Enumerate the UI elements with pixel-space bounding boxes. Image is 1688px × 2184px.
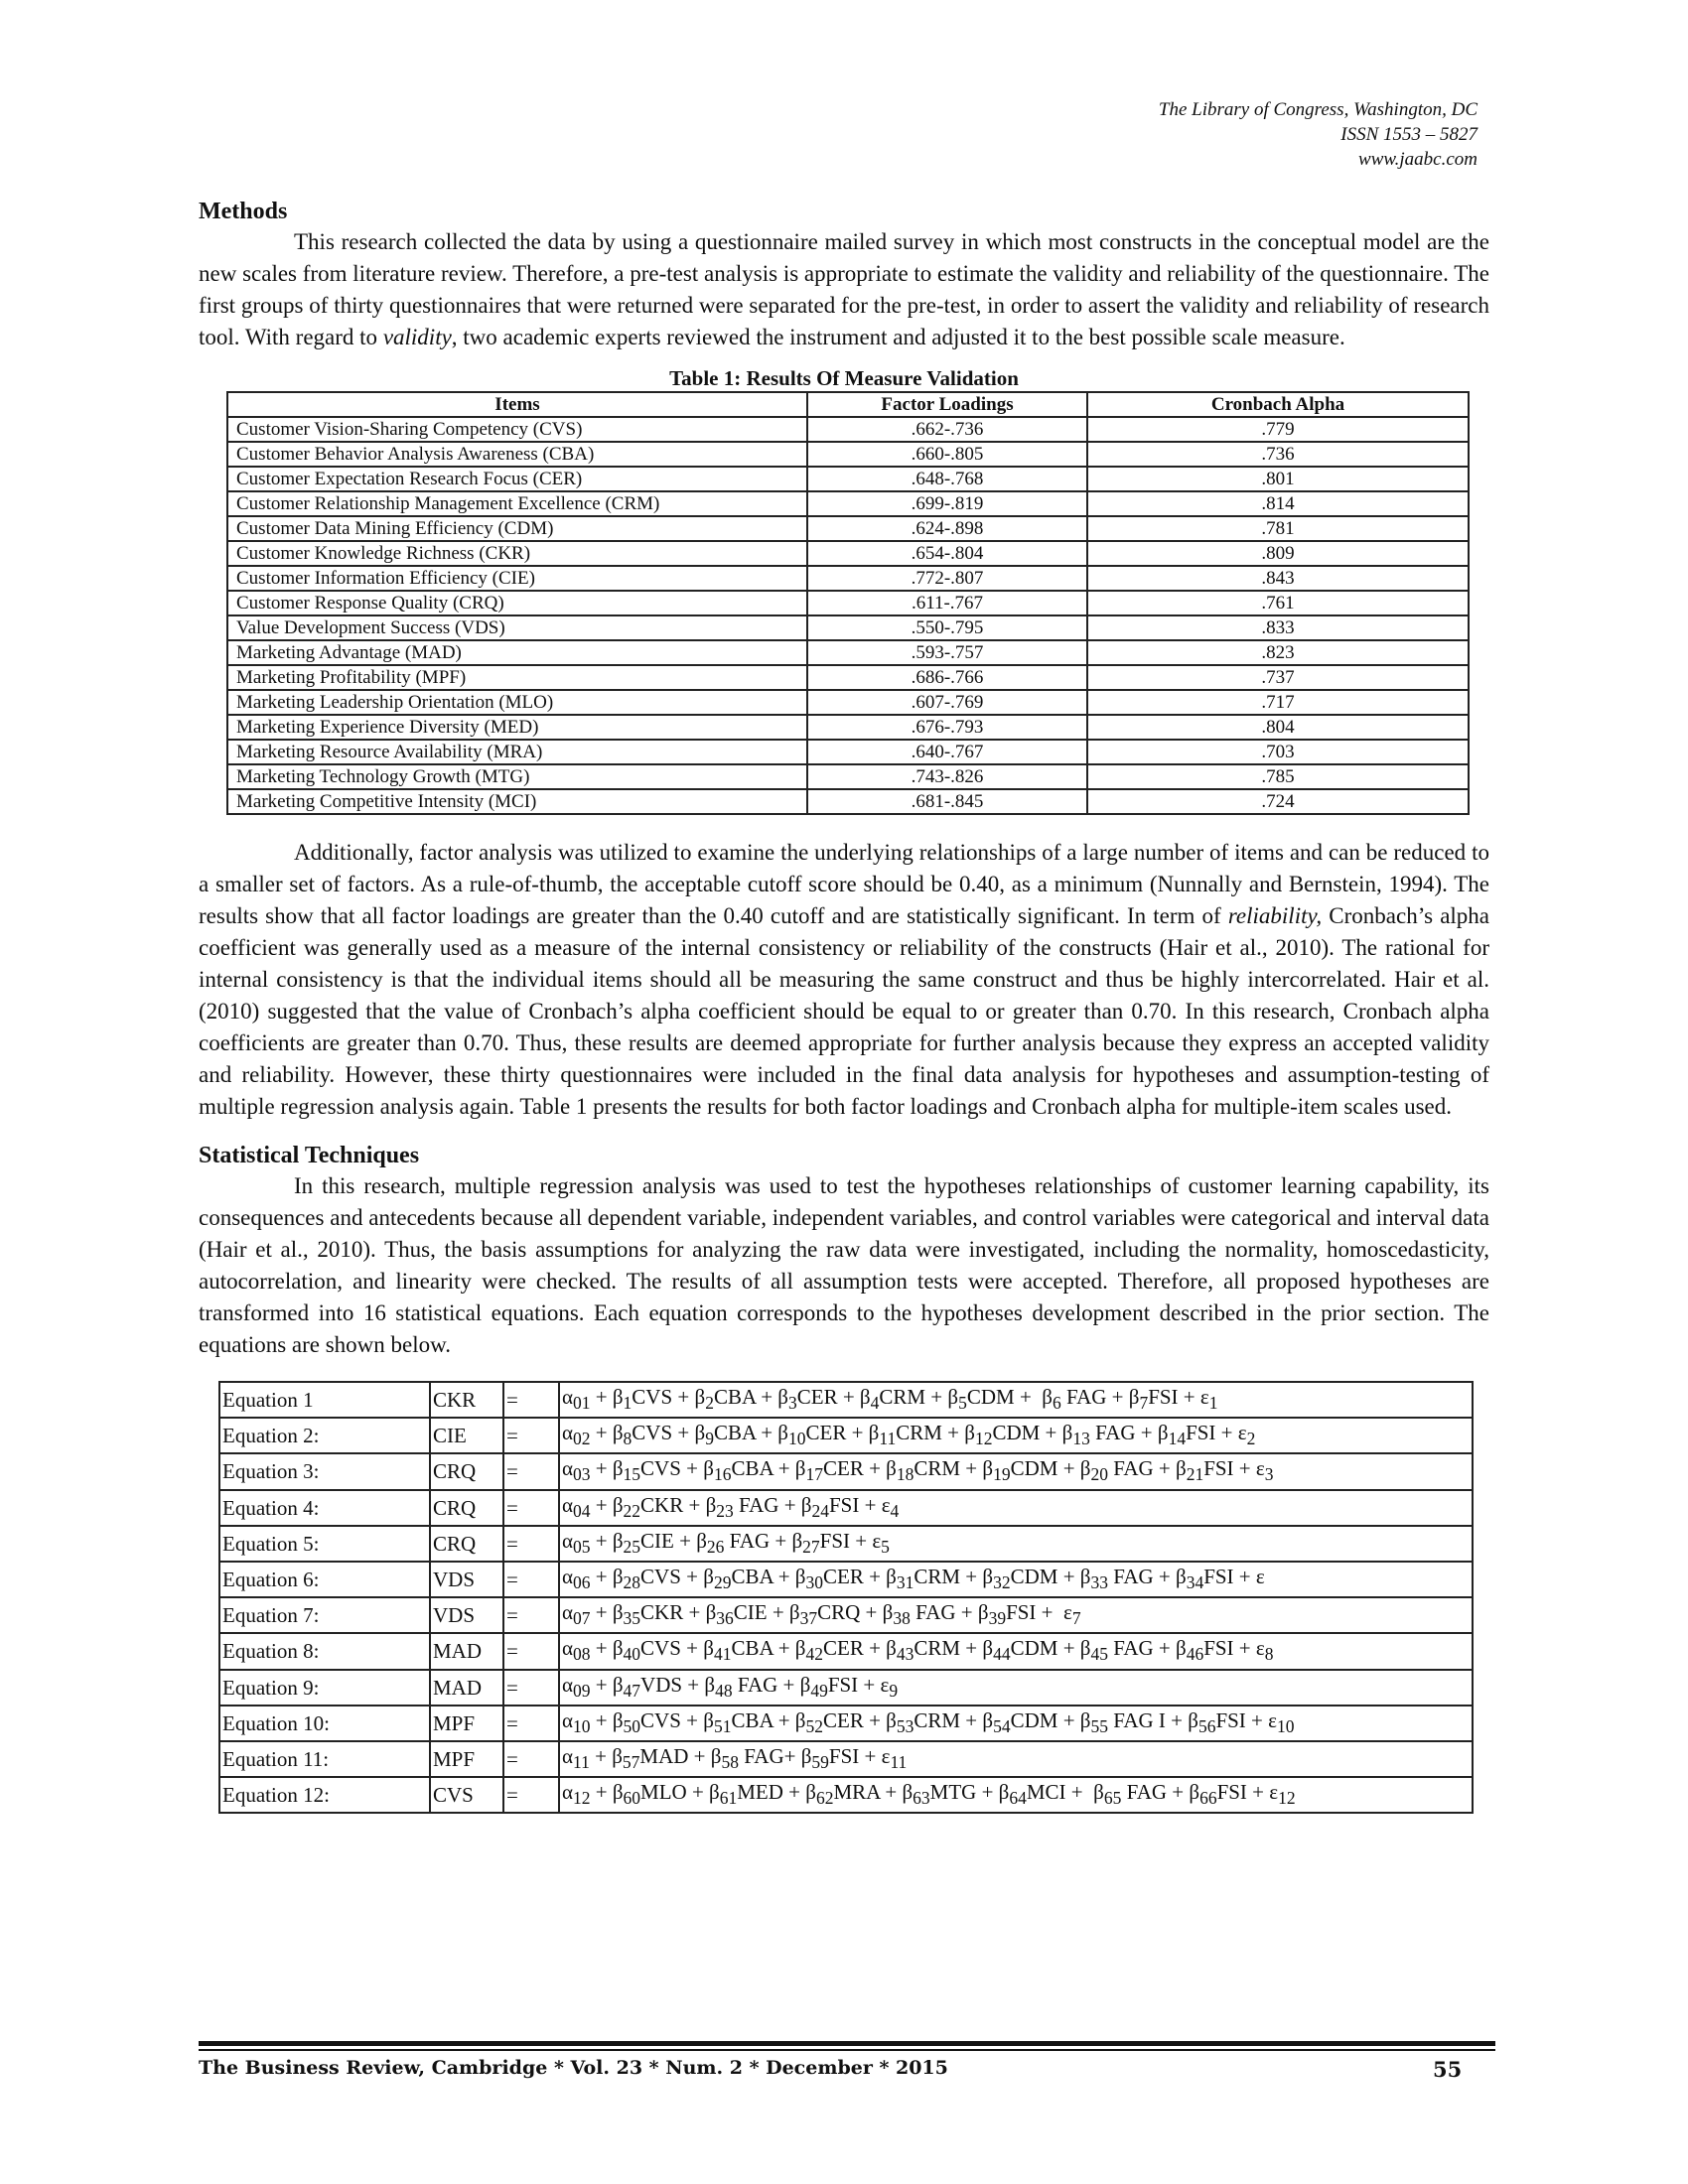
item-cell: Customer Information Efficiency (CIE) — [227, 566, 807, 591]
footer-rule-thin — [199, 2049, 1495, 2051]
equation-name: Equation 1 — [219, 1382, 430, 1418]
factor-loadings-cell: .654-.804 — [807, 541, 1087, 566]
cronbach-alpha-cell: .724 — [1087, 789, 1469, 814]
factor-loadings-cell: .640-.767 — [807, 740, 1087, 764]
equation-rhs: $\alpha_{10} + \beta_{50}CVS + \beta_{51}CBA + \beta_{52}CER + \beta_{53}CRM + \beta_{54}CDM + \beta_{55}$ FAG $I + \beta_{56}FSI + \varepsilon_{10}$ — [559, 1706, 1473, 1741]
item-cell: Marketing Experience Diversity (MED) — [227, 715, 807, 740]
footer-journal: The Business Review, Cambridge * Vol. 23 * Num. 2 * December * 2015 — [199, 2057, 948, 2079]
factor-loadings-cell: .611-.767 — [807, 591, 1087, 615]
equation-row — [219, 1670, 1473, 1706]
item-cell: Customer Data Mining Efficiency (CDM) — [227, 516, 807, 541]
factor-loadings-cell: .662-.736 — [807, 417, 1087, 442]
factor-loadings-cell: .699-.819 — [807, 491, 1087, 516]
equation-equals-sign: = — [503, 1526, 559, 1562]
table-row — [227, 591, 1469, 615]
methods-paragraph-2: Additionally, factor analysis was utilized to examine the underlying relationships of a large number of items and can be reduced to a smaller set of factors. As a rule-of-thumb, the acceptable cutoff score should be 0.40, as a minimum (Nunnally and Bernstein, 1994). The results show that all factor loadings are greater than the 0.40 cutoff and are statistically significant. In term of reliability, Cronbach’s alpha coefficient was generally used as a measure of the internal consistency or reliability of the constructs (Hair et al., 2010). The rational for internal consistency is that the individual items should all be measuring the same construct and thus be highly intercorrelated. Hair et al. (2010) suggested that the value of Cronbach’s alpha coefficient should be equal to or greater than 0.70. In this research, Cronbach alpha coefficients are greater than 0.70. Thus, these results are deemed appropriate for further analysis because they express an accepted validity and reliability. However, these thirty questionnaires were included in the final data analysis for hypotheses and assumption-testing of multiple regression analysis again. Table 1 presents the results for both factor loadings and Cronbach alpha for multiple-item scales used. — [199, 840, 1489, 1119]
equations-table — [218, 1381, 1474, 1814]
equation-equals-sign: = — [503, 1597, 559, 1633]
factor-loadings-cell: .624-.898 — [807, 516, 1087, 541]
item-cell: Marketing Technology Growth (MTG) — [227, 764, 807, 789]
equation-name: Equation 12: — [219, 1777, 430, 1813]
equation-dependent-variable: CIE — [430, 1418, 503, 1453]
cronbach-alpha-cell: .785 — [1087, 764, 1469, 789]
equation-row — [219, 1777, 1473, 1813]
equation-rhs: $\alpha_{01} + \beta_1CVS + \beta_2CBA + \beta_3CER + \beta_4CRM + \beta_5CDM + \beta_6$ FAG + $\beta_7FSI + \varepsilon_1$ — [559, 1382, 1473, 1418]
table-row — [227, 740, 1469, 764]
factor-loadings-cell: .607-.769 — [807, 690, 1087, 715]
equation-row — [219, 1526, 1473, 1562]
item-cell: Marketing Competitive Intensity (MCI) — [227, 789, 807, 814]
table-row — [227, 442, 1469, 467]
cronbach-alpha-cell: .717 — [1087, 690, 1469, 715]
equation-name: Equation 2: — [219, 1418, 430, 1453]
equation-row — [219, 1597, 1473, 1633]
equation-row — [219, 1706, 1473, 1741]
methods-paragraph-1: This research collected the data by using a questionnaire mailed survey in which most constructs in the conceptual model are the new scales from literature review. Therefore, a pre-test analysis is appropriate to estimate the validity and reliability of the questionnaire. The first groups of thirty questionnaires that were returned were separated for the pre-test, in order to assert the validity and reliability of research tool. With regard to validity, two academic experts reviewed the instrument and adjusted it to the best possible scale measure. — [199, 229, 1489, 349]
equation-row — [219, 1562, 1473, 1597]
equation-dependent-variable: CRQ — [430, 1453, 503, 1489]
footer-rule-thick — [199, 2041, 1495, 2046]
equation-name: Equation 4: — [219, 1490, 430, 1526]
cronbach-alpha-cell: .809 — [1087, 541, 1469, 566]
factor-loadings-cell: .686-.766 — [807, 665, 1087, 690]
equation-equals-sign: = — [503, 1633, 559, 1669]
equation-rhs: $\alpha_{08} + \beta_{40}CVS + \beta_{41}CBA + \beta_{42}CER + \beta_{43}CRM + \beta_{44}CDM + \beta_{45}$ FAG + $\beta_{46}FSI + \varepsilon_8$ — [559, 1633, 1473, 1669]
page-number: 55 — [1433, 2057, 1463, 2082]
factor-loadings-cell: .676-.793 — [807, 715, 1087, 740]
equation-dependent-variable: CVS — [430, 1777, 503, 1813]
header-line-2: ISSN 1553 – 5827 — [1340, 124, 1477, 145]
item-cell: Marketing Advantage (MAD) — [227, 640, 807, 665]
equation-name: Equation 9: — [219, 1670, 430, 1706]
equation-rhs: $\alpha_{12} + \beta_{60}MLO + \beta_{61}MED + \beta_{62}MRA + \beta_{63}MTG + \beta_{64}MCI + \beta_{65}$ FAG + $\beta_{66}FSI + \varepsilon_{12}$ — [559, 1777, 1473, 1813]
equation-equals-sign: = — [503, 1382, 559, 1418]
equation-dependent-variable: CRQ — [430, 1526, 503, 1562]
equation-name: Equation 6: — [219, 1562, 430, 1597]
factor-loadings-cell: .772-.807 — [807, 566, 1087, 591]
equation-name: Equation 11: — [219, 1741, 430, 1777]
item-cell: Marketing Leadership Orientation (MLO) — [227, 690, 807, 715]
equation-dependent-variable: MPF — [430, 1706, 503, 1741]
equation-equals-sign: = — [503, 1741, 559, 1777]
factor-loadings-cell: .550-.795 — [807, 615, 1087, 640]
table-row — [227, 665, 1469, 690]
item-cell: Marketing Profitability (MPF) — [227, 665, 807, 690]
item-cell: Customer Behavior Analysis Awareness (CBA) — [227, 442, 807, 467]
table-row — [227, 541, 1469, 566]
factor-loadings-cell: .660-.805 — [807, 442, 1087, 467]
table-header-2: Cronbach Alpha — [1087, 392, 1469, 417]
table-row — [227, 789, 1469, 814]
table-header-0: Items — [227, 392, 807, 417]
equation-name: Equation 3: — [219, 1453, 430, 1489]
table-1-caption: Table 1: Results Of Measure Validation — [669, 366, 1019, 390]
equation-equals-sign: = — [503, 1670, 559, 1706]
cronbach-alpha-cell: .814 — [1087, 491, 1469, 516]
table-header-1: Factor Loadings — [807, 392, 1087, 417]
item-cell: Customer Vision-Sharing Competency (CVS) — [227, 417, 807, 442]
header-line-1: The Library of Congress, Washington, DC — [1158, 99, 1477, 120]
table-row — [227, 491, 1469, 516]
cronbach-alpha-cell: .703 — [1087, 740, 1469, 764]
equation-name: Equation 5: — [219, 1526, 430, 1562]
cronbach-alpha-cell: .804 — [1087, 715, 1469, 740]
table-row — [227, 467, 1469, 491]
cronbach-alpha-cell: .843 — [1087, 566, 1469, 591]
table-row — [227, 690, 1469, 715]
equation-rhs: $\alpha_{02} + \beta_8CVS + \beta_9CBA + \beta_{10}CER + \beta_{11}CRM + \beta_{12}CDM + \beta_{13}$ FAG + $\beta_{14}FSI + \varepsilon_2$ — [559, 1418, 1473, 1453]
equation-rhs: $\alpha_{09} + \beta_{47}VDS + \beta_{48}$ FAG + $\beta_{49}FSI + \varepsilon_9$ — [559, 1670, 1473, 1706]
equation-equals-sign: = — [503, 1418, 559, 1453]
table-row — [227, 516, 1469, 541]
running-header — [1159, 97, 1477, 172]
equation-dependent-variable: MAD — [430, 1670, 503, 1706]
factor-loadings-cell: .593-.757 — [807, 640, 1087, 665]
equation-dependent-variable: MPF — [430, 1741, 503, 1777]
equation-row — [219, 1382, 1473, 1418]
equation-row — [219, 1453, 1473, 1489]
cronbach-alpha-cell: .761 — [1087, 591, 1469, 615]
factor-loadings-cell: .743-.826 — [807, 764, 1087, 789]
equation-rhs: $\alpha_{07} + \beta_{35}CKR + \beta_{36}CIE + \beta_{37}CRQ + \beta_{38}$ FAG + $\beta_{39}FSI + \varepsilon_7$ — [559, 1597, 1473, 1633]
equation-equals-sign: = — [503, 1777, 559, 1813]
equation-rhs: $\alpha_{04} + \beta_{22}CKR + \beta_{23}$ FAG + $\beta_{24}FSI + \varepsilon_4$ — [559, 1490, 1473, 1526]
table-row — [227, 640, 1469, 665]
methods-heading: Methods — [199, 199, 288, 224]
equation-rhs: $\alpha_{11} + \beta_{57}MAD + \beta_{58}$ $FAG+ \beta_{59}FSI + \varepsilon_{11}$ — [559, 1741, 1473, 1777]
equation-rhs: $\alpha_{06} + \beta_{28}CVS + \beta_{29}CBA + \beta_{30}CER + \beta_{31}CRM + \beta_{32}CDM + \beta_{33}$ FAG + $\beta_{34}FSI + \varepsilon$ — [559, 1562, 1473, 1597]
factor-loadings-cell: .681-.845 — [807, 789, 1087, 814]
equation-rhs: $\alpha_{03} + \beta_{15}CVS + \beta_{16}CBA + \beta_{17}CER + \beta_{18}CRM + \beta_{19}CDM + \beta_{20}$ FAG + $\beta_{21}FSI + \varepsilon_3$ — [559, 1453, 1473, 1489]
equation-row — [219, 1633, 1473, 1669]
factor-loadings-cell: .648-.768 — [807, 467, 1087, 491]
cronbach-alpha-cell: .781 — [1087, 516, 1469, 541]
equation-equals-sign: = — [503, 1706, 559, 1741]
header-line-3: www.jaabc.com — [1358, 149, 1477, 170]
page-content — [199, 197, 1489, 1814]
item-cell: Customer Expectation Research Focus (CER) — [227, 467, 807, 491]
equation-row — [219, 1490, 1473, 1526]
cronbach-alpha-cell: .801 — [1087, 467, 1469, 491]
item-cell: Value Development Success (VDS) — [227, 615, 807, 640]
item-cell: Customer Knowledge Richness (CKR) — [227, 541, 807, 566]
equation-name: Equation 7: — [219, 1597, 430, 1633]
cronbach-alpha-cell: .736 — [1087, 442, 1469, 467]
table-row — [227, 715, 1469, 740]
item-cell: Marketing Resource Availability (MRA) — [227, 740, 807, 764]
equation-dependent-variable: MAD — [430, 1633, 503, 1669]
equation-name: Equation 10: — [219, 1706, 430, 1741]
measure-validation-table — [226, 391, 1470, 815]
equation-equals-sign: = — [503, 1490, 559, 1526]
statistical-techniques-heading: Statistical Techniques — [199, 1143, 420, 1168]
table-row — [227, 566, 1469, 591]
cronbach-alpha-cell: .833 — [1087, 615, 1469, 640]
equation-name: Equation 8: — [219, 1633, 430, 1669]
equation-dependent-variable: CKR — [430, 1382, 503, 1418]
item-cell: Customer Response Quality (CRQ) — [227, 591, 807, 615]
table-row — [227, 417, 1469, 442]
table-row — [227, 764, 1469, 789]
equation-equals-sign: = — [503, 1453, 559, 1489]
equation-rhs: $\alpha_{05} + \beta_{25}CIE + \beta_{26}$ FAG + $\beta_{27}FSI + \varepsilon_5$ — [559, 1526, 1473, 1562]
equation-equals-sign: = — [503, 1562, 559, 1597]
cronbach-alpha-cell: .779 — [1087, 417, 1469, 442]
table-row — [227, 615, 1469, 640]
item-cell: Customer Relationship Management Excellence (CRM) — [227, 491, 807, 516]
equation-dependent-variable: VDS — [430, 1597, 503, 1633]
equation-dependent-variable: CRQ — [430, 1490, 503, 1526]
equation-dependent-variable: VDS — [430, 1562, 503, 1597]
equation-row — [219, 1418, 1473, 1453]
cronbach-alpha-cell: .823 — [1087, 640, 1469, 665]
statistical-techniques-paragraph: In this research, multiple regression analysis was used to test the hypotheses relationships of customer learning capability, its consequences and antecedents because all dependent variable, independent variables, and control variables were categorical and interval data (Hair et al., 2010). Thus, the basis assumptions for analyzing the raw data were investigated, including the normality, homoscedasticity, autocorrelation, and linearity were checked. The results of all assumption tests were accepted. Therefore, all proposed hypotheses are transformed into 16 statistical equations. Each equation corresponds to the hypotheses development described in the prior section. The equations are shown below. — [199, 1173, 1489, 1357]
equation-row — [219, 1741, 1473, 1777]
cronbach-alpha-cell: .737 — [1087, 665, 1469, 690]
